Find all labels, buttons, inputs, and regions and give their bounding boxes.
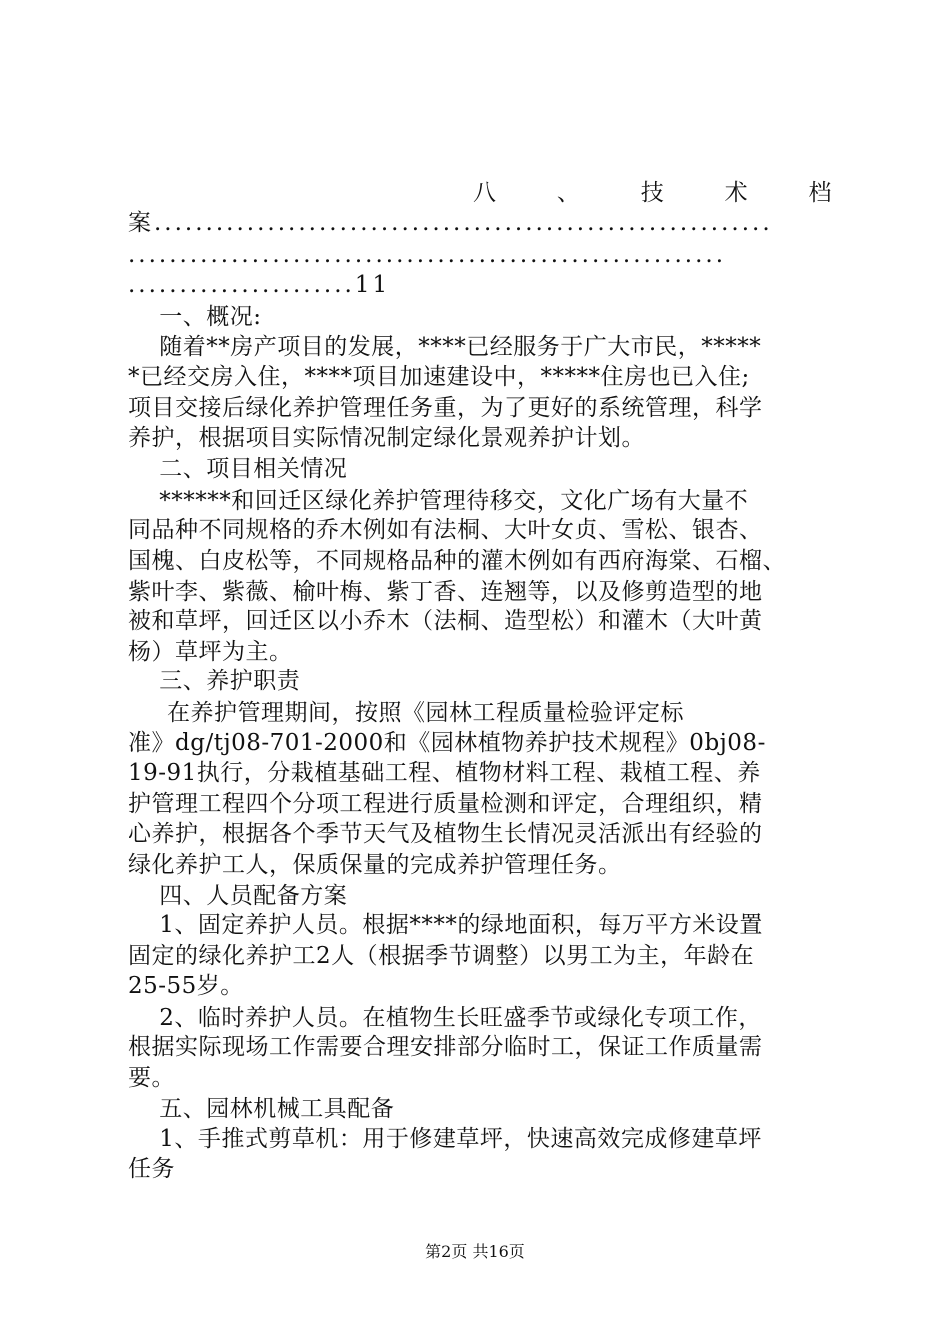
text-line: 杨）草坪为主。 [128,639,293,665]
text-line: 绿化养护工人，保质保量的完成养护管理任务。 [128,852,622,878]
toc-line-3: .......................................................... [128,242,727,268]
text-line: 四、人员配备方案 [128,883,348,909]
toc-line-1 [128,178,832,208]
text-line: 19-91执行，分栽植基础工程、植物材料工程、栽植工程、养 [128,760,761,786]
text-line: 养护，根据项目实际情况制定绿化景观养护计划。 [128,425,645,451]
text-line: 五、园林机械工具配备 [128,1096,395,1122]
toc-line-2: 案............................................................ [128,210,773,236]
text-line: ******和回迁区绿化养护管理待移交，文化广场有大量不 [128,488,749,514]
text-line: 二、项目相关情况 [128,456,348,482]
text-line: 随着**房产项目的发展，****已经服务于广大市民，***** [128,334,762,360]
text-line: 1、手推式剪草机：用于修建草坪，快速高效完成修建草坪 [128,1126,762,1152]
text-line: 要。 [128,1065,175,1091]
page-footer: 第2页 共16页 [425,1242,525,1261]
text-line: 准》dg/tj08-701-2000和《园林植物养护技术规程》0bj08- [128,730,766,756]
text-line: 项目交接后绿化养护管理任务重，为了更好的系统管理，科学 [128,395,763,421]
toc-line-4: ......................11 [128,272,391,298]
toc-char: 八 [473,180,497,206]
text-line: 三、养护职责 [128,668,301,694]
toc-char: 、 [556,180,581,206]
text-line: 护管理工程四个分项工程进行质量检测和评定，合理组织，精 [128,791,763,817]
toc-char: 术 [724,180,749,206]
text-line: 任务 [128,1156,175,1182]
text-line: 固定的绿化养护工2人（根据季节调整）以男工为主，年龄在 [128,943,755,969]
text-line: 根据实际现场工作需要合理安排部分临时工，保证工作质量需 [128,1034,763,1060]
toc-char: 技 [640,180,665,206]
text-line: 1、固定养护人员。根据****的绿地面积，每万平方米设置 [128,912,763,938]
text-line: 紫叶李、紫薇、榆叶梅、紫丁香、连翘等，以及修剪造型的地 [128,579,763,605]
text-line: 一、概况: [128,304,262,330]
text-line: 国槐、白皮松等，不同规格品种的灌木例如有西府海棠、石榴、 [128,548,786,574]
text-line: 2、临时养护人员。在植物生长旺盛季节或绿化专项工作， [128,1005,762,1031]
text-line: 被和草坪，回迁区以小乔木（法桐、造型松）和灌木（大叶黄 [128,608,763,634]
text-line: 在养护管理期间，按照《园林工程质量检验评定标 [128,700,685,726]
text-line: 同品种不同规格的乔木例如有法桐、大叶女贞、雪松、银杏、 [128,517,763,543]
text-line: *已经交房入住，****项目加速建设中，*****住房也已入住; [128,364,750,390]
text-line: 25-55岁。 [128,973,244,999]
text-line: 心养护，根据各个季节天气及植物生长情况灵活派出有经验的 [128,821,763,847]
toc-char: 档 [808,180,832,206]
